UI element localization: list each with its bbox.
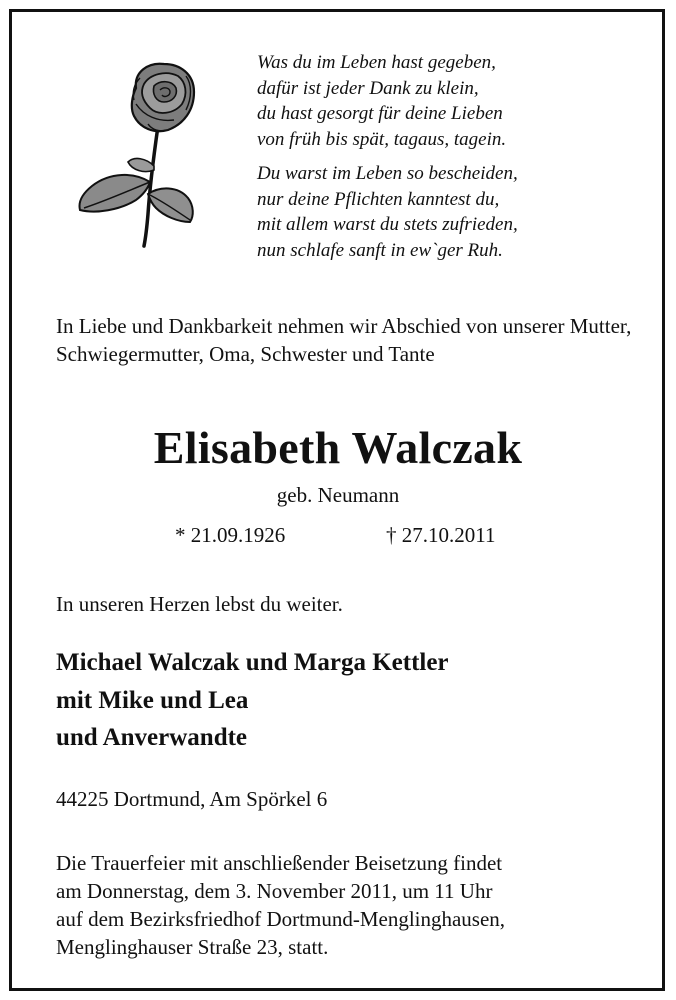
service-line: auf dem Bezirksfriedhof Dortmund-Menglinghausen, — [56, 907, 506, 931]
service-line: Menglinghauser Straße 23, statt. — [56, 935, 329, 959]
funeral-service-info — [56, 849, 656, 961]
farewell-intro: In Liebe und Dankbarkeit nehmen wir Abschied von unserer Mutter, Schwiegermutter, Oma, Schwester und Tante — [56, 314, 632, 366]
poem-stanza-1 — [257, 50, 637, 152]
birth-date: * 21.09.1926 — [175, 523, 286, 547]
poem-line: von früh bis spät, tagaus, tagein. — [257, 128, 507, 150]
service-line: am Donnerstag, dem 3. November 2011, um 11 Uhr — [56, 879, 493, 903]
death-date: † 27.10.2011 — [386, 523, 496, 547]
poem-stanza-2 — [257, 161, 637, 263]
mourner-line: Michael Walczak und Marga Kettler — [56, 649, 449, 676]
rose-icon — [74, 54, 198, 250]
poem-line: nur deine Pflichten kanntest du, — [257, 188, 500, 210]
mourner-line: und Anverwandte — [56, 724, 248, 751]
poem-line: du hast gesorgt für deine Lieben — [257, 103, 503, 124]
mourner-line: mit Mike und Lea — [56, 686, 249, 714]
family-address: 44225 Dortmund, Am Spörkel 6 — [56, 787, 328, 811]
poem-line: Du warst im Leben so bescheiden, — [257, 163, 518, 184]
poem — [257, 50, 637, 272]
mourners-list — [56, 644, 449, 757]
poem-line: mit allem warst du stets zufrieden, — [257, 214, 518, 235]
service-line: Die Trauerfeier mit anschließender Beisetzung findet — [56, 851, 503, 875]
poem-line: dafür ist jeder Dank zu klein, — [257, 77, 479, 99]
birth-name: geb. Neumann — [276, 483, 400, 507]
memorial-motto: In unseren Herzen lebst du weiter. — [56, 592, 343, 616]
poem-line: Was du im Leben hast gegeben, — [257, 52, 496, 73]
poem-line: nun schlafe sanft in ew`ger Ruh. — [257, 239, 503, 261]
deceased-name: Elisabeth Walczak — [153, 422, 523, 473]
